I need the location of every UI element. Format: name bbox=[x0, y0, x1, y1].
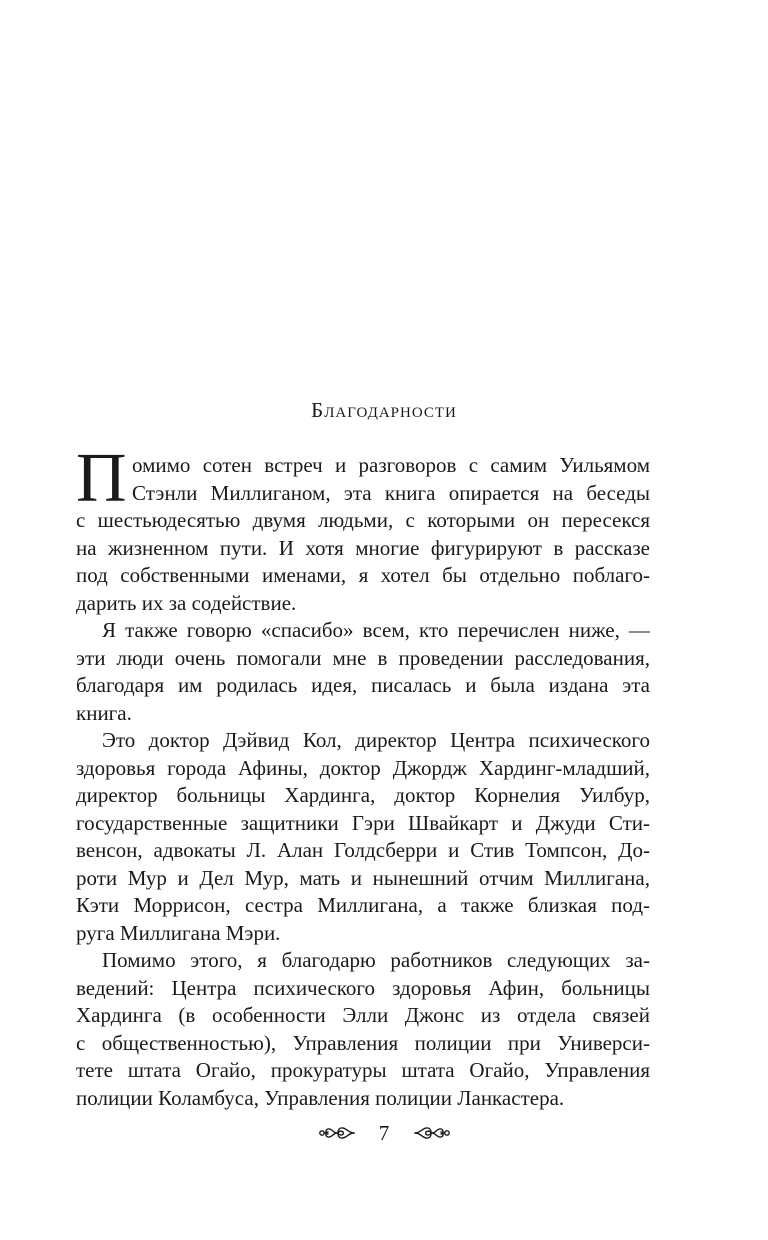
text-line: на жизненном пути. И хотя многие фигурируют в рассказе bbox=[76, 535, 650, 560]
text-line: государственные защитники Гэри Швайкарт и Джуди Сти- bbox=[76, 810, 650, 835]
text-line: омимо сотен встреч и разговоров с самим Уильямом bbox=[132, 453, 650, 477]
text-line: Помимо этого, я благодарю работников следующих за- bbox=[102, 948, 650, 972]
text-line: венсон, адвокаты Л. Алан Голдсберри и Стив Томпсон, До- bbox=[76, 838, 650, 862]
text-line: с шестьюдесятью двумя людьми, с которыми он пересекся bbox=[76, 508, 650, 532]
text-line: Стэнли Миллиганом, эта книга опирается на беседы bbox=[132, 480, 650, 505]
paragraph-2 bbox=[76, 617, 650, 727]
text-line: эти люди очень помогали мне в проведении расследования, bbox=[76, 645, 650, 670]
text-line: Это доктор Дэйвид Кол, директор Центра психического bbox=[102, 728, 650, 752]
text-line: здоровья города Афины, доктор Джордж Хардинг-младший, bbox=[76, 755, 650, 780]
text-line: с общественностью), Управления полиции при Универси- bbox=[76, 1030, 650, 1055]
paragraph-4 bbox=[76, 947, 650, 1112]
flourish-right-icon bbox=[413, 1123, 451, 1143]
page-number: 7 bbox=[378, 1120, 390, 1145]
section-heading: Благодарности bbox=[311, 398, 457, 422]
text-line: дарить их за содействие. bbox=[76, 590, 297, 615]
paragraph-1 bbox=[76, 440, 650, 617]
text-line: директор больницы Хардинга, доктор Корнелия Уилбур, bbox=[76, 783, 650, 807]
text-line: книга. bbox=[76, 700, 132, 725]
flourish-left-icon bbox=[318, 1123, 356, 1143]
page-footer bbox=[0, 1119, 768, 1147]
text-line: ведений: Центра психического здоровья Афин, больницы bbox=[76, 975, 650, 1000]
text-line: роти Мур и Дел Мур, мать и нынешний отчим Миллигана, bbox=[76, 865, 650, 890]
text-line: Хардинга (в особенности Элли Джонс из отдела связей bbox=[76, 1003, 650, 1027]
text-line: Я также говорю «спасибо» всем, кто перечислен ниже, — bbox=[102, 618, 650, 642]
text-line: руга Миллигана Мэри. bbox=[76, 920, 281, 945]
drop-cap: П bbox=[76, 440, 127, 517]
text-line: благодаря им родилась идея, писалась и была издана эта bbox=[76, 673, 650, 697]
text-line: под собственными именами, я хотел бы отдельно поблаго- bbox=[76, 563, 650, 587]
paragraph-3 bbox=[76, 727, 650, 947]
text-line: полиции Коламбуса, Управления полиции Ланкастера. bbox=[76, 1085, 565, 1110]
text-line: тете штата Огайо, прокуратуры штата Огайо, Управления bbox=[76, 1058, 650, 1082]
text-line: Кэти Моррисон, сестра Миллигана, а также близкая под- bbox=[76, 893, 650, 917]
